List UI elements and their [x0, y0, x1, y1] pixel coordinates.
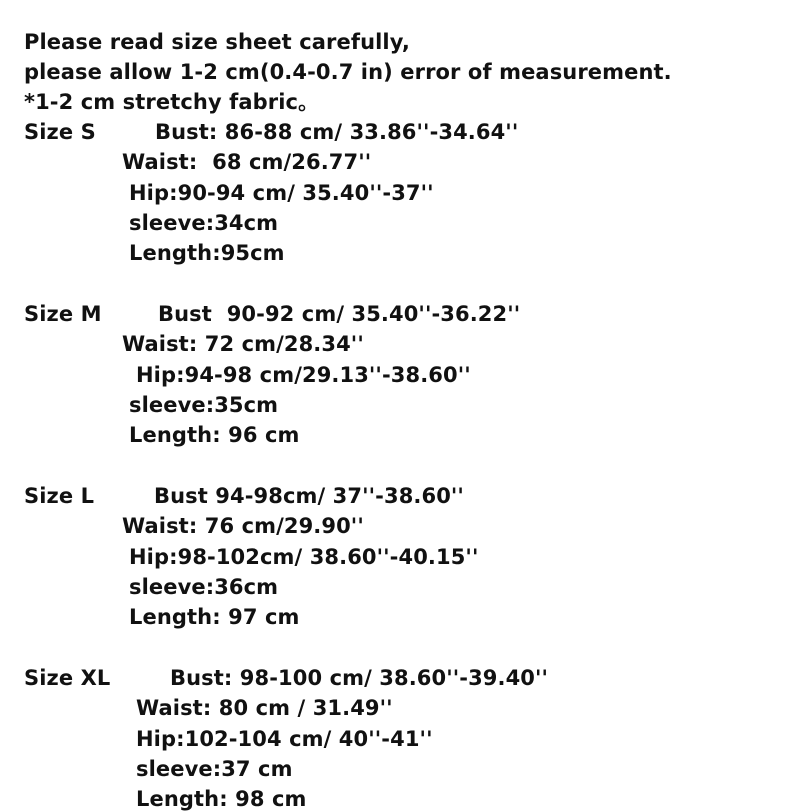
bust-measurement: Bust: 98-100 cm/ 38.60''-39.40'' — [170, 666, 549, 690]
length-measurement: Length: 98 cm — [136, 787, 307, 811]
size-label: Size XL — [24, 666, 111, 690]
bust-measurement: Bust 94-98cm/ 37''-38.60'' — [154, 484, 464, 508]
intro-line-stretchy-fabric: *1-2 cm stretchy fabric。 — [24, 90, 320, 114]
length-measurement: Length: 97 cm — [129, 605, 300, 629]
waist-measurement: Waist: 76 cm/29.90'' — [122, 514, 364, 538]
size-label: Size S — [24, 120, 96, 144]
hip-measurement: Hip:90-94 cm/ 35.40''-37'' — [129, 181, 434, 205]
size-label: Size M — [24, 302, 102, 326]
intro-line-read-carefully: Please read size sheet carefully, — [24, 30, 410, 54]
length-measurement: Length: 96 cm — [129, 423, 300, 447]
sleeve-measurement: sleeve:35cm — [129, 393, 279, 417]
hip-measurement: Hip:94-98 cm/29.13''-38.60'' — [136, 363, 471, 387]
sleeve-measurement: sleeve:36cm — [129, 575, 279, 599]
hip-measurement: Hip:98-102cm/ 38.60''-40.15'' — [129, 545, 479, 569]
waist-measurement: Waist: 80 cm / 31.49'' — [136, 696, 393, 720]
length-measurement: Length:95cm — [129, 241, 285, 265]
size-label: Size L — [24, 484, 95, 508]
bust-measurement: Bust: 86-88 cm/ 33.86''-34.64'' — [155, 120, 519, 144]
waist-measurement: Waist: 68 cm/26.77'' — [122, 150, 372, 174]
hip-measurement: Hip:102-104 cm/ 40''-41'' — [136, 727, 433, 751]
intro-line-measurement-error: please allow 1-2 cm(0.4-0.7 in) error of measurement. — [24, 60, 672, 84]
waist-measurement: Waist: 72 cm/28.34'' — [122, 332, 364, 356]
bust-measurement: Bust 90-92 cm/ 35.40''-36.22'' — [158, 302, 521, 326]
sleeve-measurement: sleeve:37 cm — [136, 757, 293, 781]
sleeve-measurement: sleeve:34cm — [129, 211, 279, 235]
